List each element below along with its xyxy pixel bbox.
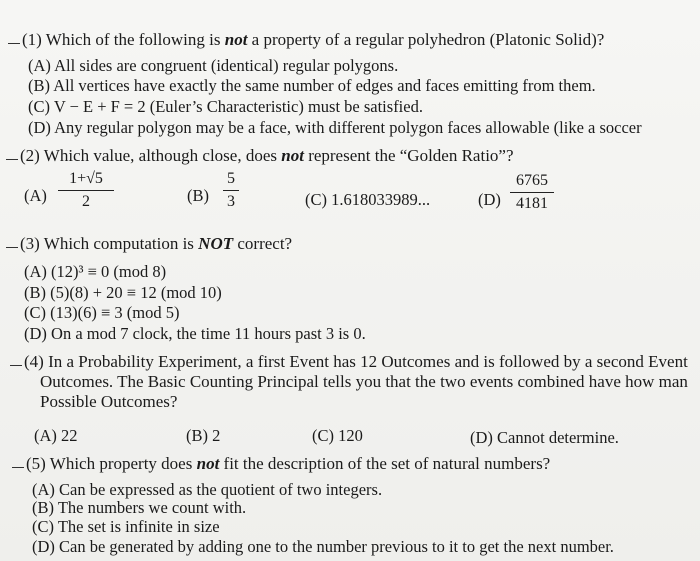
- q2-option-d-fraction: [510, 172, 554, 213]
- question-number: (4): [24, 352, 44, 371]
- emphasis-word: NOT: [198, 234, 234, 253]
- fraction-bar: [58, 190, 114, 191]
- q5-option-a: (A) Can be expressed as the quotient of two integers.: [32, 480, 383, 499]
- q3-option-b: (B) (5)(8) + 20 ≡ 12 (mod 10): [24, 283, 222, 302]
- question-text: Which of the following is: [45, 30, 225, 49]
- question-text: fit the description of the set of natural numbers?: [219, 454, 551, 473]
- answer-blank: [6, 159, 18, 160]
- q3-option-a: (A) (12)³ ≡ 0 (mod 8): [24, 262, 167, 281]
- question-2: [6, 146, 514, 166]
- q1-option-b: (B) All vertices have exactly the same number of edges and faces emitting from them.: [28, 76, 596, 95]
- q5-option-d: (D) Can be generated by adding one to the number previous to it to get the next number.: [32, 537, 614, 556]
- question-number: (1): [22, 30, 42, 49]
- q2-option-c: (C) 1.618033989...: [305, 190, 431, 209]
- question-4-line-2: Outcomes. The Basic Counting Principal tells you that the two events combined have how man: [40, 372, 688, 391]
- question-5: [12, 454, 550, 474]
- q2-option-d-label: (D): [478, 190, 501, 209]
- question-4-line-3: Possible Outcomes?: [40, 392, 178, 411]
- question-text: Which property does: [49, 454, 197, 473]
- fraction-numerator: 5: [227, 170, 235, 187]
- q4-option-d: (D) Cannot determine.: [470, 428, 619, 447]
- emphasis-word: not: [224, 30, 248, 49]
- q5-option-c: (C) The set is infinite in size: [32, 517, 220, 536]
- answer-blank: [8, 43, 20, 44]
- fraction-numerator: 1+√5: [69, 170, 103, 187]
- q1-option-d: (D) Any regular polygon may be a face, with different polygon faces allowable (like a soccer: [28, 118, 642, 137]
- fraction-bar: [510, 192, 554, 193]
- q3-option-d: (D) On a mod 7 clock, the time 11 hours past 3 is 0.: [24, 324, 366, 343]
- q2-option-a-fraction: [58, 170, 114, 211]
- question-4: [10, 352, 688, 372]
- question-number: (5): [26, 454, 46, 473]
- fraction-denominator: 3: [227, 193, 235, 210]
- emphasis-word: not: [281, 146, 304, 165]
- question-text: correct?: [233, 234, 293, 253]
- question-text: Which computation is: [43, 234, 199, 253]
- question-text: In a Probability Experiment, a first Event has 12 Outcomes and is followed by a second Event: [48, 352, 688, 371]
- q2-option-a-label: (A): [24, 186, 47, 205]
- answer-blank: [6, 247, 18, 248]
- q4-option-a: (A) 22: [34, 426, 78, 445]
- fraction-denominator: 4181: [516, 195, 548, 212]
- emphasis-word: not: [196, 454, 220, 473]
- fraction-bar: [223, 190, 239, 191]
- question-number: (2): [20, 146, 40, 165]
- fraction-denominator: 2: [82, 193, 90, 210]
- question-1: [8, 30, 604, 50]
- q3-option-c: (C) (13)(6) ≡ 3 (mod 5): [24, 303, 180, 322]
- question-number: (3): [20, 234, 40, 253]
- question-text: Which value, although close, does: [43, 146, 282, 165]
- q1-option-a: (A) All sides are congruent (identical) regular polygons.: [28, 56, 399, 75]
- q2-option-b-label: (B): [187, 186, 209, 205]
- q2-option-b-fraction: [223, 170, 239, 211]
- q5-option-b: (B) The numbers we count with.: [32, 498, 247, 517]
- q4-option-b: (B) 2: [186, 426, 221, 445]
- q1-option-c: (C) V − E + F = 2 (Euler’s Characteristic) must be satisfied.: [28, 97, 423, 116]
- answer-blank: [10, 365, 22, 366]
- question-3: [6, 234, 292, 254]
- fraction-numerator: 6765: [516, 172, 548, 189]
- question-text: represent the “Golden Ratio”?: [303, 146, 514, 165]
- q4-option-c: (C) 120: [312, 426, 363, 445]
- question-text: a property of a regular polyhedron (Platonic Solid)?: [247, 30, 605, 49]
- answer-blank: [12, 467, 24, 468]
